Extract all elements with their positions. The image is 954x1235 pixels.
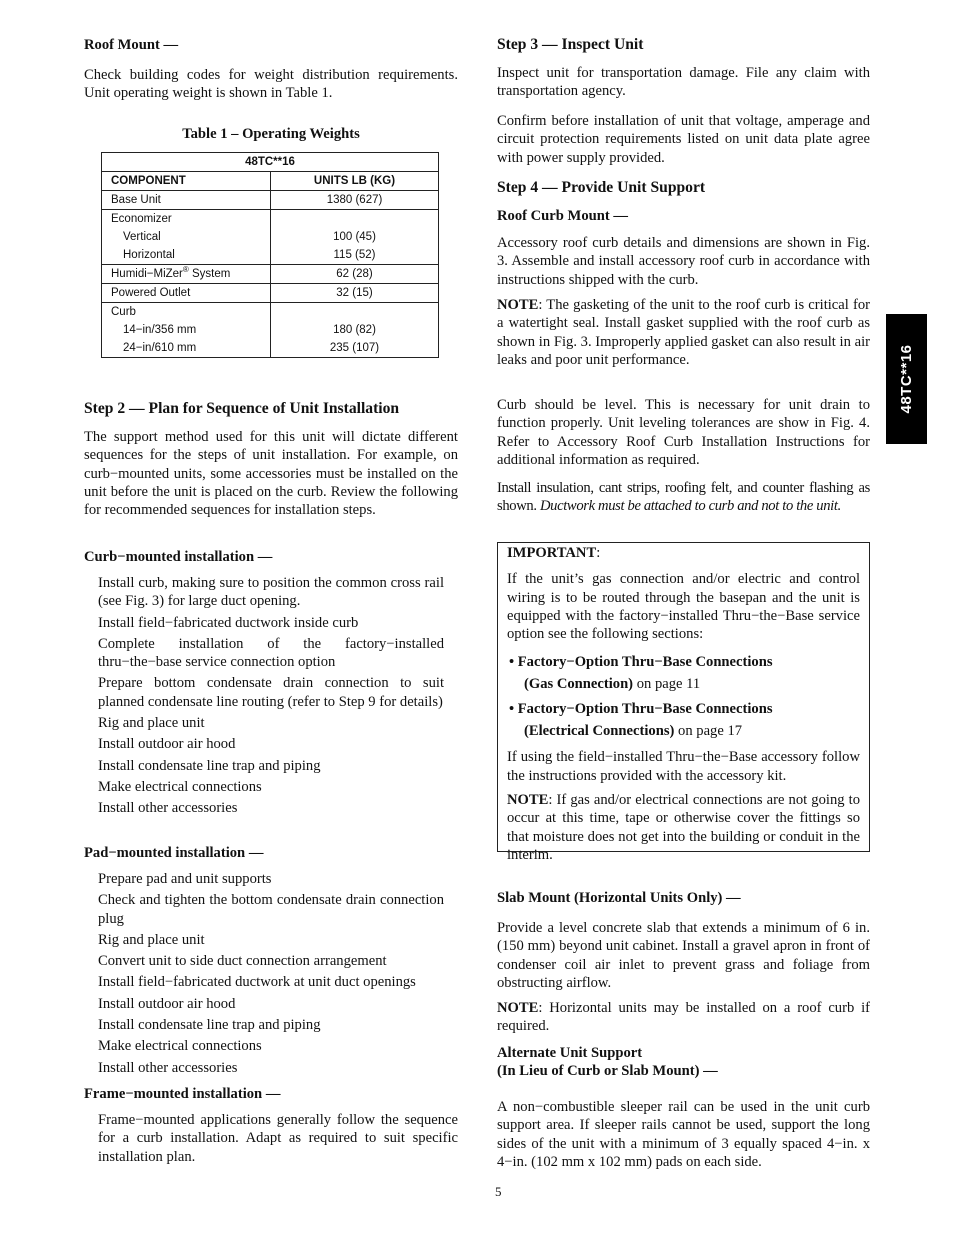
row-label: Curb bbox=[102, 303, 271, 322]
slab-mount-heading: Slab Mount (Horizontal Units Only) — bbox=[497, 890, 741, 906]
table-row bbox=[102, 339, 439, 358]
list-item: Check and tighten the bottom condensate drain connection plug bbox=[98, 892, 444, 927]
list-item: Install field−fabricated ductwork at unit duct openings bbox=[98, 974, 416, 991]
list-item: Install outdoor air hood bbox=[98, 736, 236, 753]
operating-weights-table bbox=[101, 152, 439, 358]
roof-curb-heading: Roof Curb Mount — bbox=[497, 208, 628, 224]
row-value: 1380 (627) bbox=[271, 191, 439, 210]
page-number: 5 bbox=[495, 1184, 502, 1199]
table-row bbox=[102, 210, 439, 229]
list-item: Make electrical connections bbox=[98, 1038, 262, 1055]
side-tab-label: 48TC**16 bbox=[897, 344, 915, 414]
frame-mounted-heading: Frame−mounted installation — bbox=[84, 1086, 281, 1102]
alternate-support-heading: Alternate Unit Support (In Lieu of Curb or Slab Mount) — bbox=[497, 1045, 718, 1080]
list-item: Complete installation of the factory−installed thru−the−base service connection option bbox=[98, 635, 444, 671]
table-row bbox=[102, 191, 439, 210]
curb-mounted-list bbox=[84, 574, 444, 821]
step2-heading: Step 2 — Plan for Sequence of Unit Installation bbox=[84, 400, 400, 417]
slab-mount-text: Provide a level concrete slab that extends a minimum of 6 in. (150 mm) beyond unit cabinet. Install a gravel apron in front of condenser coil air inlet to prevent grass and foliage from obstructing airflow. bbox=[497, 920, 870, 991]
table-row bbox=[102, 284, 439, 303]
table-row bbox=[102, 303, 439, 322]
list-item: Install curb, making sure to position the common cross rail (see Fig. 3) for large duct opening. bbox=[98, 575, 444, 610]
curb-mounted-heading: Curb−mounted installation — bbox=[84, 549, 273, 565]
step3-text-2: Confirm before installation of unit that voltage, amperage and circuit protection requirements listed on unit data plate agree with power supply provided. bbox=[497, 113, 870, 166]
side-tab bbox=[886, 314, 927, 444]
row-value: 180 (82) bbox=[271, 321, 439, 339]
row-value: 62 (28) bbox=[271, 265, 439, 284]
important-note: NOTE: If gas and/or electrical connections are not going to occur at this time, tape or otherwise cover the fittings so that moisture does not get into the building or conduit in the interim. bbox=[507, 792, 860, 863]
bullet-gas: • Factory−Option Thru−Base Connections (Gas Connection) on page 11 bbox=[509, 654, 773, 693]
row-label: Humidi−MiZer® System bbox=[102, 265, 271, 284]
roof-curb-text: Accessory roof curb details and dimensions are shown in Fig. 3. Assemble and install accessory roof curb in accordance with instructions shipped with the curb. bbox=[497, 235, 870, 288]
list-item: Install field−fabricated ductwork inside curb bbox=[98, 614, 359, 631]
step2-text: The support method used for this unit will dictate different sequences for the steps of unit installation. For example, on curb−mounted units, some accessories must be installed on the unit before the unit is placed on the curb. Review the following for recommended sequences for installation steps. bbox=[84, 429, 458, 519]
col-component: COMPONENT bbox=[102, 172, 271, 191]
horizontal-note: NOTE: Horizontal units may be installed on a roof curb if required. bbox=[497, 1000, 870, 1035]
list-item: Install other accessories bbox=[98, 1059, 238, 1076]
step4-heading: Step 4 — Provide Unit Support bbox=[497, 179, 706, 196]
table-row bbox=[102, 321, 439, 339]
row-value: 235 (107) bbox=[271, 339, 439, 358]
table-header: 48TC**16 bbox=[102, 153, 439, 172]
insulation-text: Install insulation, cant strips, roofing felt, and counter flashing as shown. Ductwork must be attached to curb and not to the unit. bbox=[497, 480, 870, 515]
frame-mounted-text: Frame−mounted applications generally follow the sequence for a curb installation. Adapt as required to suit specific installation plan. bbox=[98, 1112, 458, 1165]
roof-mount-text: Check building codes for weight distribution requirements. Unit operating weight is shown in Table 1. bbox=[84, 67, 458, 102]
list-item: Install condensate line trap and piping bbox=[98, 757, 321, 774]
step3-text-1: Inspect unit for transportation damage. File any claim with transportation agency. bbox=[497, 65, 870, 100]
list-item: Prepare pad and unit supports bbox=[98, 871, 272, 887]
important-label: IMPORTANT: bbox=[507, 545, 601, 561]
list-item: Rig and place unit bbox=[98, 931, 205, 948]
list-item: Prepare bottom condensate drain connection to suit planned condensate line routing (refer to Step 9 for details) bbox=[98, 675, 444, 710]
row-label: Horizontal bbox=[102, 246, 271, 265]
important-box bbox=[497, 542, 870, 863]
table-row bbox=[102, 228, 439, 246]
table-row bbox=[102, 265, 439, 284]
list-item: Install condensate line trap and piping bbox=[98, 1017, 321, 1034]
step3-heading: Step 3 — Inspect Unit bbox=[497, 36, 644, 53]
row-label: Powered Outlet bbox=[102, 284, 271, 303]
roof-mount-heading: Roof Mount — bbox=[84, 37, 179, 53]
row-label: Base Unit bbox=[102, 191, 271, 210]
list-item: Make electrical connections bbox=[98, 778, 262, 795]
row-value: 115 (52) bbox=[271, 246, 439, 265]
table1-caption: Table 1 – Operating Weights bbox=[182, 126, 360, 142]
row-value: 100 (45) bbox=[271, 228, 439, 246]
pad-mounted-heading: Pad−mounted installation — bbox=[84, 845, 264, 861]
alternate-support-text: A non−combustible sleeper rail can be used in the unit curb support area. If sleeper rails cannot be used, support the long sides of the unit with a minimum of 3 equally spaced 4−in. x 4−in. (102 mm x 102 mm) pads on each side. bbox=[497, 1099, 870, 1170]
bullet-electrical: • Factory−Option Thru−Base Connections (Electrical Connections) on page 17 bbox=[509, 701, 773, 740]
row-label: 14−in/356 mm bbox=[102, 321, 271, 339]
table-row bbox=[102, 246, 439, 265]
curb-level-text: Curb should be level. This is necessary for unit drain to function properly. Unit leveling tolerances are show in Fig. 4. Refer to Accessory Roof Curb Installation Instructions for additional information as required. bbox=[497, 397, 870, 468]
col-units: UNITS LB (KG) bbox=[271, 172, 439, 191]
list-item: Install outdoor air hood bbox=[98, 995, 236, 1012]
list-item: Install other accessories bbox=[98, 800, 238, 817]
pad-mounted-list bbox=[84, 870, 444, 1080]
row-label: Vertical bbox=[102, 228, 271, 246]
gasket-note: NOTE: The gasketing of the unit to the roof curb is critical for a watertight seal. Install gasket supplied with the roof curb as shown in Fig. 3. Improperly applied gasket can also result in air leaks and poor unit performance. bbox=[497, 297, 870, 368]
row-label: 24−in/610 mm bbox=[102, 339, 271, 358]
row-label: Economizer bbox=[102, 210, 271, 229]
list-item: Convert unit to side duct connection arrangement bbox=[98, 953, 387, 970]
important-intro: If the unit’s gas connection and/or electric and control wiring is to be routed through the basepan and the unit is equipped with the factory−installed Thru−the−Base service option see the following sections: bbox=[507, 571, 860, 643]
row-value: 32 (15) bbox=[271, 284, 439, 303]
list-item: Rig and place unit bbox=[98, 715, 205, 732]
field-installed-text: If using the field−installed Thru−the−Base accessory follow the instructions provided with the accessory kit. bbox=[507, 749, 860, 784]
